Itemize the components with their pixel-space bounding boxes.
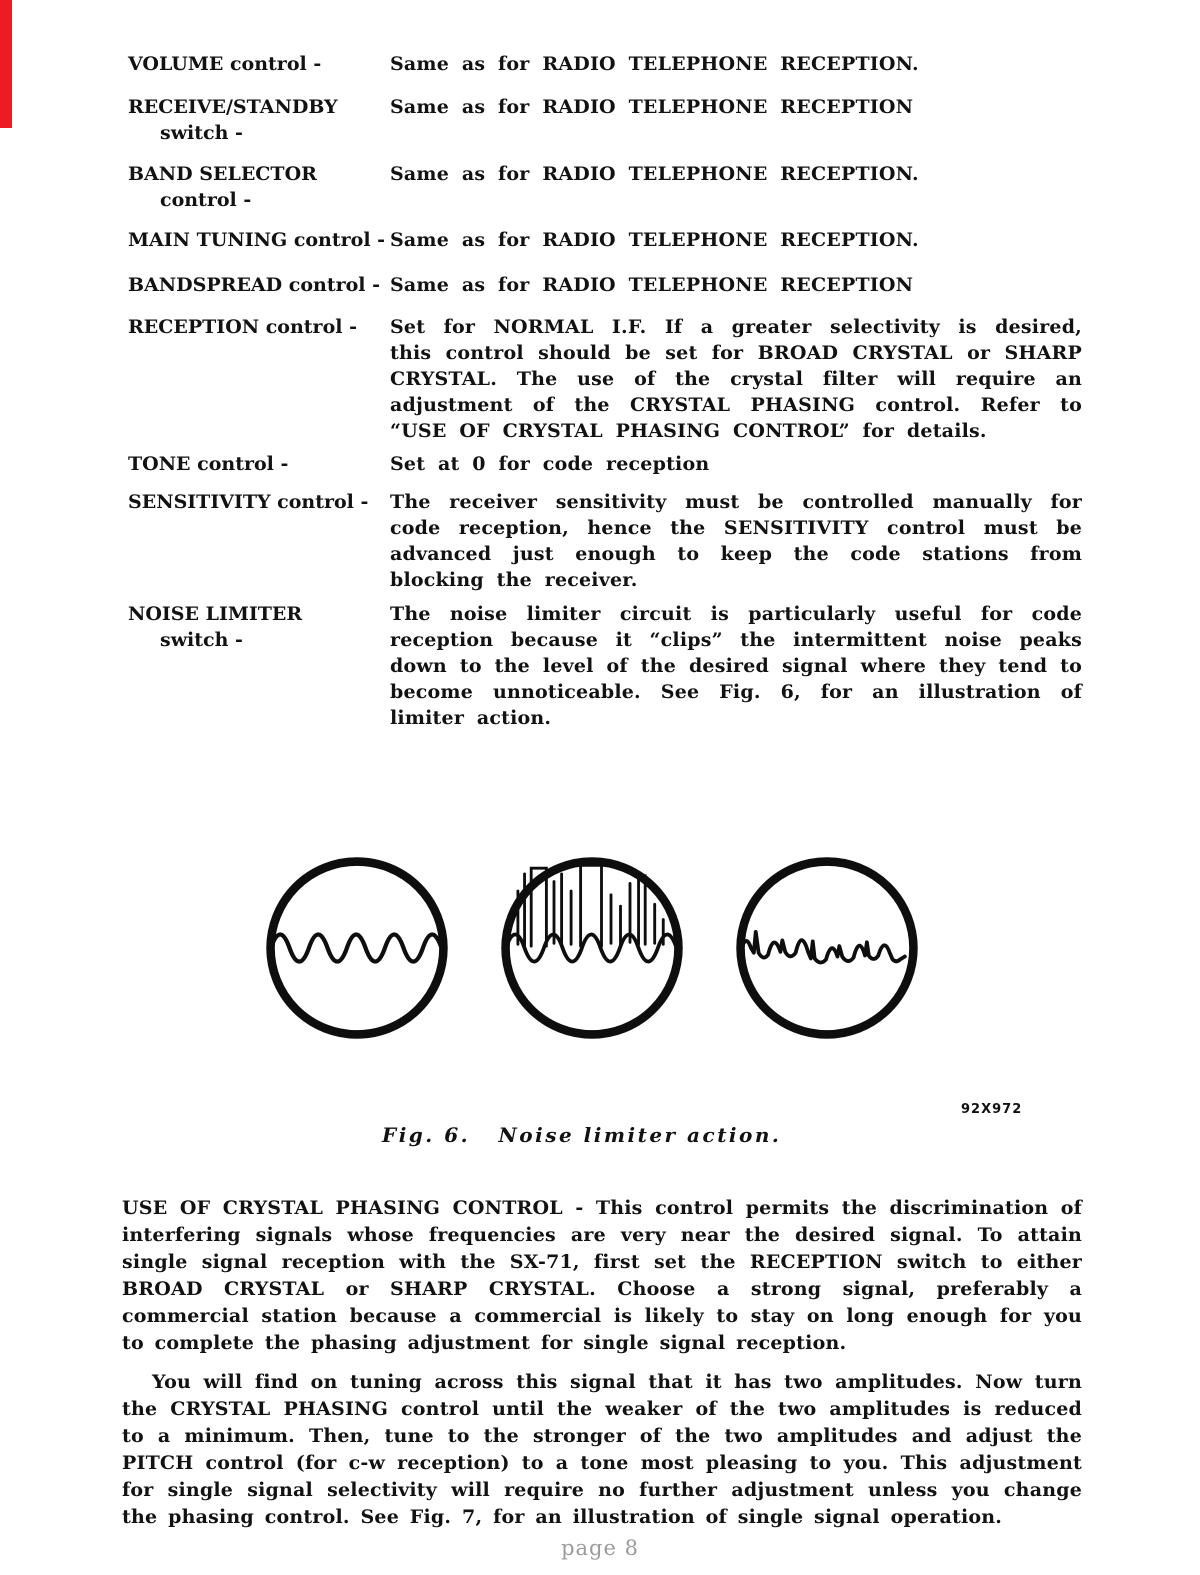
control-term-line1: RECEPTION control -	[128, 316, 357, 338]
control-term-line1: SENSITIVITY control -	[128, 491, 369, 513]
control-term-line1: VOLUME control -	[128, 53, 322, 75]
control-term-line1: BANDSPREAD control -	[128, 274, 380, 296]
control-term-line1: TONE control -	[128, 453, 289, 475]
control-description: The receiver sensitivity must be controlled manually for code reception, hence the SENSITIVITY control must be advanced just enough to keep the code stations from blocking the receiver.	[390, 491, 1082, 591]
control-term	[128, 314, 390, 340]
left-edge-red-mark	[0, 0, 12, 128]
page-number: page 8	[561, 1536, 639, 1560]
scope-circle-clipped-noise-wave-icon	[732, 853, 922, 1043]
control-term	[128, 51, 390, 77]
control-term	[128, 161, 390, 213]
control-term-line2: switch -	[160, 629, 243, 651]
control-term	[128, 94, 390, 146]
control-entry-receive-standby	[128, 94, 1082, 146]
control-term	[128, 489, 390, 515]
control-term-line1: MAIN TUNING control -	[128, 229, 386, 251]
control-entry-noise-limiter	[128, 601, 1082, 731]
control-entry-bandspread	[128, 272, 1082, 298]
paragraph-crystal-phasing: USE OF CRYSTAL PHASING CONTROL - This control permits the discrimination of interfering signals whose frequencies are very near the desired signal. To attain single signal reception with the SX-71, first set the RECEPTION switch to either BROAD CRYSTAL or SHARP CRYSTAL. Choose a strong signal, preferably a commercial station because a commercial is likely to stay on long enough for you to complete the phasing adjustment for single signal reception.	[122, 1197, 1082, 1354]
control-term	[128, 601, 390, 653]
control-description: Same as for RADIO TELEPHONE RECEPTION.	[390, 53, 919, 75]
control-description: Same as for RADIO TELEPHONE RECEPTION	[390, 96, 914, 118]
figure-print-code: 92X972	[961, 1102, 1023, 1117]
control-term	[128, 451, 390, 477]
control-term	[128, 272, 390, 298]
control-description: The noise limiter circuit is particularly useful for code reception because it “clips” the intermittent noise peaks down to the level of the desired signal where they tend to become unnoticeable. See Fig. 6, for an illustration of limiter action.	[390, 603, 1082, 729]
controls-definition-list	[128, 51, 1082, 731]
control-entry-tone	[128, 451, 1082, 477]
control-entry-sensitivity	[128, 489, 1082, 593]
control-term-line2: control -	[160, 189, 252, 211]
control-description: Same as for RADIO TELEPHONE RECEPTION	[390, 274, 914, 296]
control-entry-volume	[128, 51, 1082, 77]
control-term-line2: switch -	[160, 122, 243, 144]
control-description: Same as for RADIO TELEPHONE RECEPTION.	[390, 229, 919, 251]
control-description: Set at 0 for code reception	[390, 453, 710, 475]
control-description: Set for NORMAL I.F. If a greater selectivity is desired, this control should be set for BROAD CRYSTAL or SHARP CRYSTAL. The use of the crystal filter will require an adjustment of the CRYSTAL PHASING control. Refer to “USE OF CRYSTAL PHASING CONTROL” for details.	[390, 316, 1082, 442]
control-term-line1: NOISE LIMITER	[128, 603, 303, 625]
scope-circle-steady-signal-wave-icon	[262, 853, 452, 1043]
control-entry-band-selector	[128, 161, 1082, 213]
control-term-line1: BAND SELECTOR	[128, 163, 317, 185]
figure-noise-limiter-illustration	[262, 853, 922, 1043]
paragraph-tuning-instructions: You will find on tuning across this signal that it has two amplitudes. Now turn the CRYSTAL PHASING control until the weaker of the two amplitudes is reduced to a minimum. Then, tune to the stronger of the two amplitudes and adjust the PITCH control (for c-w reception) to a tone most pleasing to you. This adjustment for single signal selectivity will require no further adjustment unless you change the phasing control. See Fig. 7, for an illustration of single signal operation.	[122, 1371, 1082, 1528]
control-entry-reception	[128, 314, 1082, 444]
figure-caption: Fig. 6. Noise limiter action.	[382, 1123, 782, 1147]
control-term-line1: RECEIVE/STANDBY	[128, 96, 338, 118]
scope-circle-noise-spikes-wave-icon	[497, 853, 687, 1043]
control-description: Same as for RADIO TELEPHONE RECEPTION.	[390, 163, 919, 185]
control-term	[128, 227, 390, 253]
control-entry-main-tuning	[128, 227, 1082, 253]
